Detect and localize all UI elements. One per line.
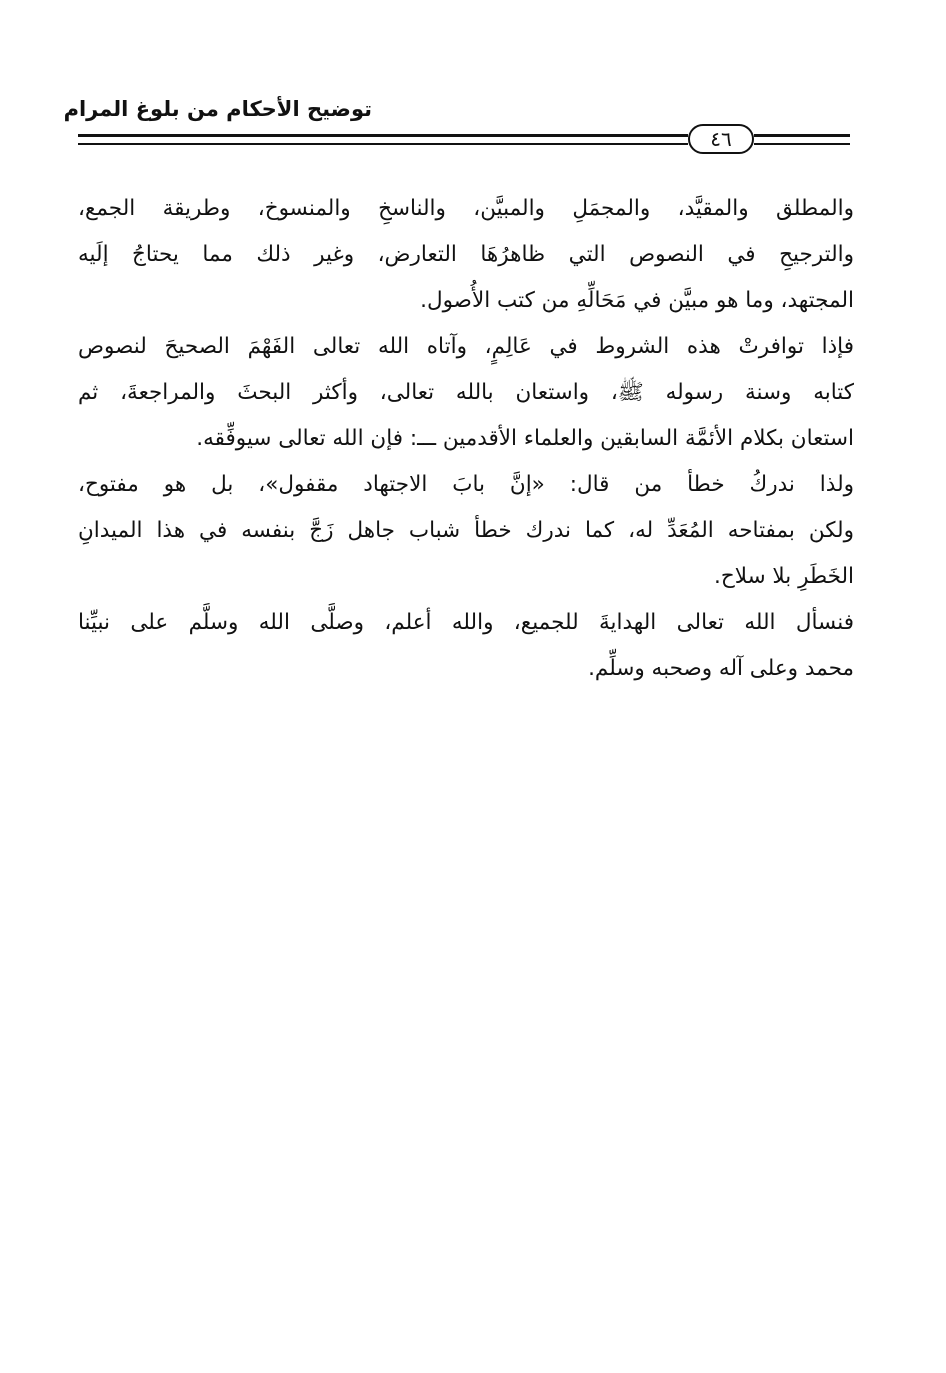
text-line: استعان بكلام الأئمَّة السابقين والعلماء الأقدمين ـــ: فإن الله تعالى سيوفِّقه. <box>196 426 854 451</box>
text-line: والترجيحِ في النصوص التي ظاهرُهَا التعارض، وغير ذلك مما يحتاجُ إلَيه <box>78 242 854 267</box>
paragraph <box>78 324 854 462</box>
paragraph <box>78 600 854 692</box>
text-line: فإذا توافرتْ هذه الشروط في عَالِمٍ، وآتاه الله تعالى الفَهْمَ الصحيحَ لنصوص <box>78 334 854 359</box>
text-line: كتابه وسنة رسوله ﷺ، واستعان بالله تعالى، وأكثر البحثَ والمراجعةَ، ثم <box>78 380 854 405</box>
page-number-frame <box>688 124 754 154</box>
text-line: الخَطَرِ بلا سلاح. <box>714 564 854 589</box>
body-text <box>78 186 854 692</box>
header-rule-thick-right <box>754 134 850 137</box>
paragraph <box>78 462 854 600</box>
text-line: محمد وعلى آله وصحبه وسلِّم. <box>588 656 854 681</box>
page-number: ٤٦ <box>710 127 732 151</box>
paragraph <box>78 186 854 324</box>
text-line: فنسأل الله تعالى الهدايةَ للجميع، والله أعلم، وصلَّى الله وسلَّم على نبيِّنا <box>78 610 854 635</box>
text-line: المجتهد، وما هو مبيَّن في مَحَالِّهِ من كتب الأُصول. <box>420 288 854 313</box>
header-rule-thin-right <box>754 143 850 145</box>
text-line: ولذا ندركُ خطأ من قال: «إنَّ بابَ الاجتهاد مقفول»، بل هو مفتوح، <box>78 472 854 497</box>
running-title: توضيح الأحكام من بلوغ المرام <box>63 97 372 121</box>
text-line: والمطلق والمقيَّد، والمجمَلِ والمبيَّن، والناسخِ والمنسوخ، وطريقة الجمع، <box>78 196 854 221</box>
text-line: ولكن بمفتاحه المُعَدِّ له، كما ندرك خطأ شباب جاهل زَجَّ بنفسه في هذا الميدانِ <box>78 518 854 543</box>
header-rule-thick-left <box>78 134 688 137</box>
header-rule-thin-left <box>78 143 688 145</box>
